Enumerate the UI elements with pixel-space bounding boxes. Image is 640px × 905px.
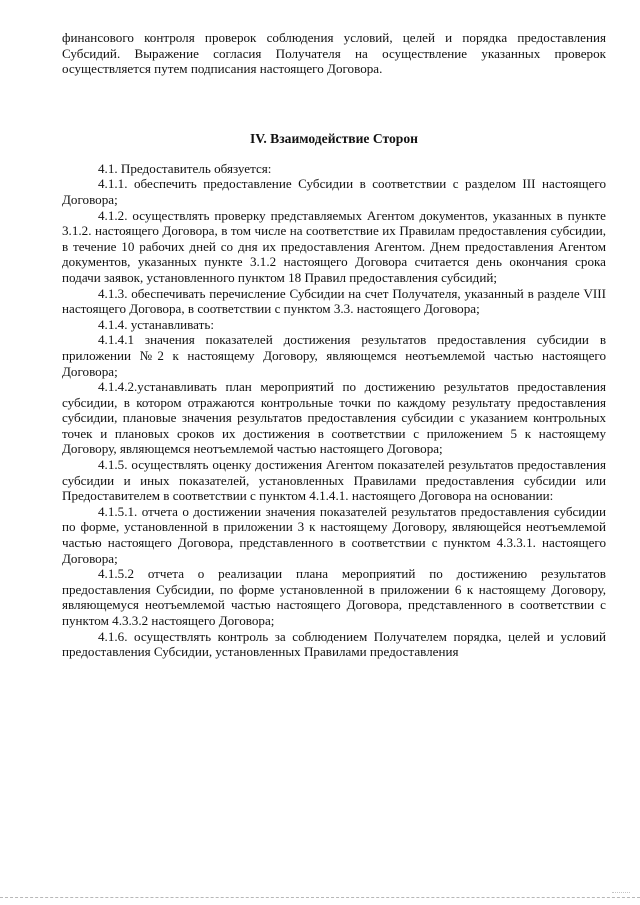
paragraph-4-1-2: 4.1.2. осуществлять проверку представляемых Агентом документов, указанных в пункте 3.1.2. настоящего Договора, в том числе на соответствие их Правилам предоставления субсидии, в течение 10 рабочих дней со дня их предоставления Агентом. Днем предоставления Агентом документов, указанных пункте 3.1.2 настоящего Договора считается день окончания срока подачи заявок, установленного пунктом 18 Правил предоставления субсидий;: [62, 207, 606, 285]
paragraph-4-1-4: 4.1.4. устанавливать:: [98, 316, 214, 332]
scan-artifact-mark: [612, 892, 630, 893]
scan-bottom-edge: [0, 897, 640, 898]
paragraph-4-1-5-2: 4.1.5.2 отчета о реализации плана мероприятий по достижению результатов предоставления Субсидии, по форме установленной в приложении 6 к настоящему Договору, являющемуся неотъемлемой частью настоящего Договора, представленного в соответствии с пунктом 4.3.3.2 настоящего Договора;: [62, 566, 606, 628]
paragraph-4-1-3: 4.1.3. обеспечивать перечисление Субсидии на счет Получателя, указанный в разделе VIII настоящего Договора, в соответствии с пунктом 3.3. настоящего Договора;: [62, 285, 606, 317]
paragraph-4-1-4-1: 4.1.4.1 значения показателей достижения результатов предоставления субсидии в приложении №2 к настоящему Договору, являющемся неотъемлемой частью настоящего Договора;: [62, 332, 606, 379]
paragraph-4-1-1: 4.1.1. обеспечить предоставление Субсидии в соответствии с разделом III настоящего Договора;: [62, 176, 606, 207]
paragraph-4-1-6: 4.1.6. осуществлять контроль за соблюдением Получателем порядка, целей и условий предоставления Субсидии, установленных Правилами предоставления: [62, 628, 606, 660]
paragraph-4-1-5-1: 4.1.5.1. отчета о достижении значения показателей результатов предоставления субсидии по форме, установленной в приложении 3 к настоящему Договору, являющейся неотъемлемой частью настоящего Договора, представленного в соответствии с пунктом 4.3.3.1. настоящего Договора;: [62, 503, 606, 566]
spacer: [62, 77, 606, 131]
document-page: [62, 30, 606, 660]
paragraph-4-1-5: 4.1.5. осуществлять оценку достижения Агентом показателей результатов предоставления субсидии и иных показателей, установленных Правилами предоставления субсидии или Предоставителем в соответствии с пунктом 4.1.4.1. настоящего Договора на основании:: [62, 457, 606, 504]
paragraph-4-1: 4.1. Предоставитель обязуется:: [98, 160, 272, 176]
spacer: [62, 147, 606, 161]
paragraph-4-1-4-2: 4.1.4.2.устанавливать план мероприятий по достижению результатов предоставления субсидии, в котором отражаются контрольные точки по каждому результату предоставления субсидии, плановые значения результатов предоставления субсидии с указанием контрольных точек и плановых сроков их достижения в соответствии с приложением 5 к настоящему Договору, являющемся неотъемлемой частью настоящего Договора;: [62, 379, 606, 457]
paragraph-continuation: финансового контроля проверок соблюдения условий, целей и порядка предоставления Субсидий. Выражение согласия Получателя на осуществление указанных проверок осуществляется путем подписания настоящего Договора.: [62, 30, 606, 77]
section-heading: IV. Взаимодействие Сторон: [250, 130, 418, 146]
